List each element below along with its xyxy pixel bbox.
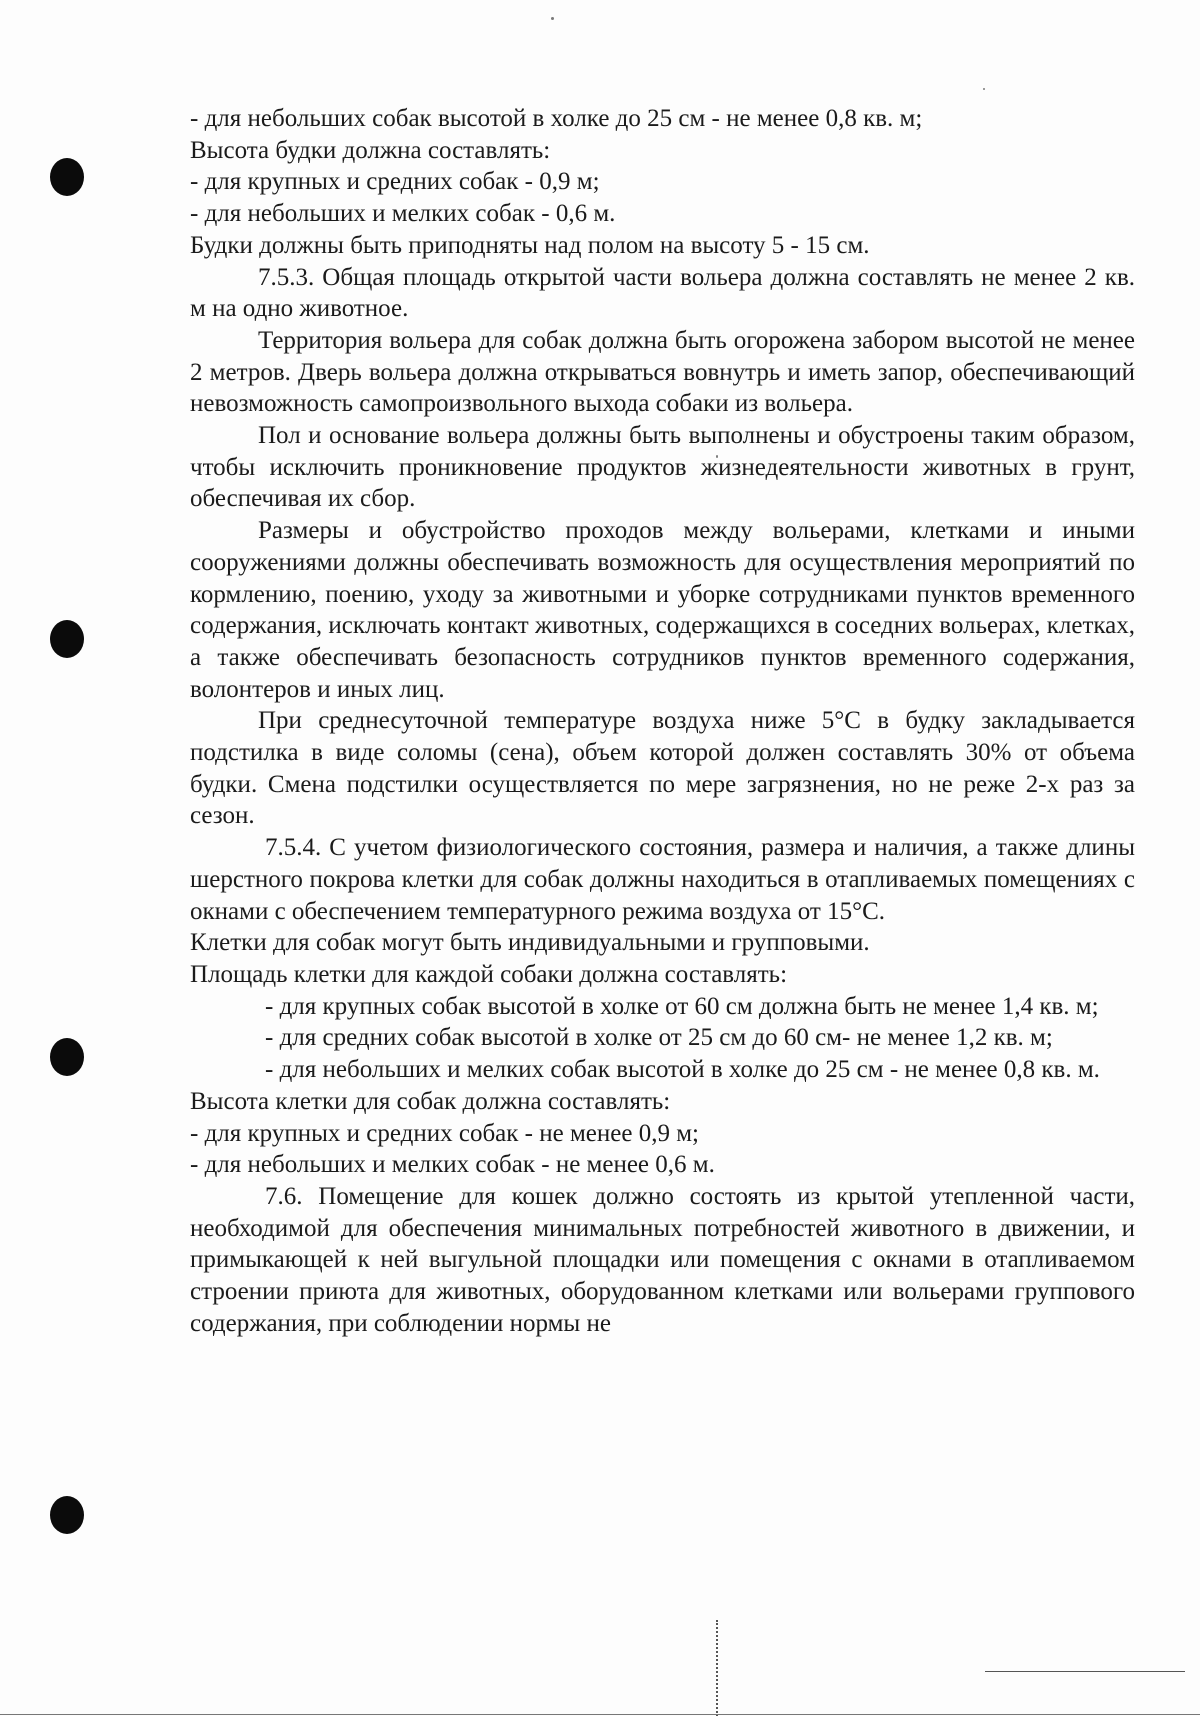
paragraph: Высота клетки для собак должна составлять: xyxy=(190,1087,671,1115)
paragraph: - для небольших собак высотой в холке до 25 см - не менее 0,8 кв. м; xyxy=(190,105,923,132)
scan-speck xyxy=(551,17,554,20)
scan-artifact-line xyxy=(985,1671,1185,1672)
paragraph: - для крупных и средних собак - 0,9 м; xyxy=(190,168,600,196)
punch-hole xyxy=(50,158,84,196)
paragraph: Высота будки должна составлять: xyxy=(190,136,551,164)
paragraph: - для крупных и средних собак - не менее 0,9 м; xyxy=(190,1119,699,1147)
punch-hole xyxy=(50,620,84,658)
paragraph: Площадь клетки для каждой собаки должна составлять: xyxy=(190,960,788,988)
paragraph: - для небольших и мелких собак высотой в холке до 25 см - не менее 0,8 кв. м. xyxy=(265,1056,1100,1084)
paragraph: - для крупных собак высотой в холке от 60 см должна быть не менее 1,4 кв. м; xyxy=(265,992,1099,1020)
scan-speck xyxy=(983,88,985,90)
paragraph: - для средних собак высотой в холке от 25 см до 60 см- не менее 1,2 кв. м; xyxy=(265,1024,1053,1052)
paragraph: - для небольших и мелких собак - не менее 0,6 м. xyxy=(190,1151,715,1179)
punch-hole xyxy=(50,1038,84,1076)
paragraph: - для небольших и мелких собак - 0,6 м. xyxy=(190,200,616,228)
paragraph: Размеры и обустройство проходов между вольерами, клетками и иными сооружениями должны обеспечивать возможность для осуществления мероприятий по кормлению, поению, уходу за животными и уборке сотрудниками пунктов временного содержания, исключать контакт животных, содержащихся в соседних вольерах, клетках, а также обеспечивать безопасность сотрудников пунктов временного содержания, волонтеров и иных лиц. xyxy=(190,517,1135,703)
paragraph: Клетки для собак могут быть индивидуальными и групповыми. xyxy=(190,929,870,957)
punch-hole xyxy=(50,1496,84,1534)
scan-edge-line xyxy=(0,1714,1200,1715)
paragraph: 7.6. Помещение для кошек должно состоять из крытой утепленной части, необходимой для обеспечения минимальных потребностей животного в движении, и примыкающей к ней выгульной площадки или помещения с окнами в отапливаемом строении приюта для животных, оборудованном клетками или вольерами группового содержания, при соблюдении нормы не xyxy=(190,1182,1135,1337)
paragraph: 7.5.3. Общая площадь открытой части вольера должна составлять не менее 2 кв. м на одно животное. xyxy=(190,263,1135,323)
paragraph: Будки должны быть приподняты над полом на высоту 5 - 15 см. xyxy=(190,231,870,259)
paragraph: Пол и основание вольера должны быть выполнены и обустроены таким образом, чтобы исключить проникновение продуктов жизнедеятельности животных в грунт, обеспечивая их сбор. xyxy=(190,422,1135,513)
paragraph: 7.5.4. С учетом физиологического состояния, размера и наличия, а также длины шерстного покрова клетки для собак должны находиться в отапливаемых помещениях с окнами с обеспечением температурного режима воздуха от 15°С. xyxy=(190,834,1135,925)
document-body xyxy=(190,103,1135,1339)
paragraph: При среднесуточной температуре воздуха ниже 5°С в будку закладывается подстилка в виде соломы (сена), объем которой должен составлять 30% от объема будки. Смена подстилки осуществляется по мере загрязнения, но не реже 2-х раз за сезон. xyxy=(190,707,1135,830)
scan-artifact-line xyxy=(716,1620,718,1716)
paragraph: Территория вольера для собак должна быть огорожена забором высотой не менее 2 метров. Дверь вольера должна открываться вовнутрь и иметь запор, обеспечивающий невозможность самопроизвольного выхода собаки из вольера. xyxy=(190,326,1135,418)
